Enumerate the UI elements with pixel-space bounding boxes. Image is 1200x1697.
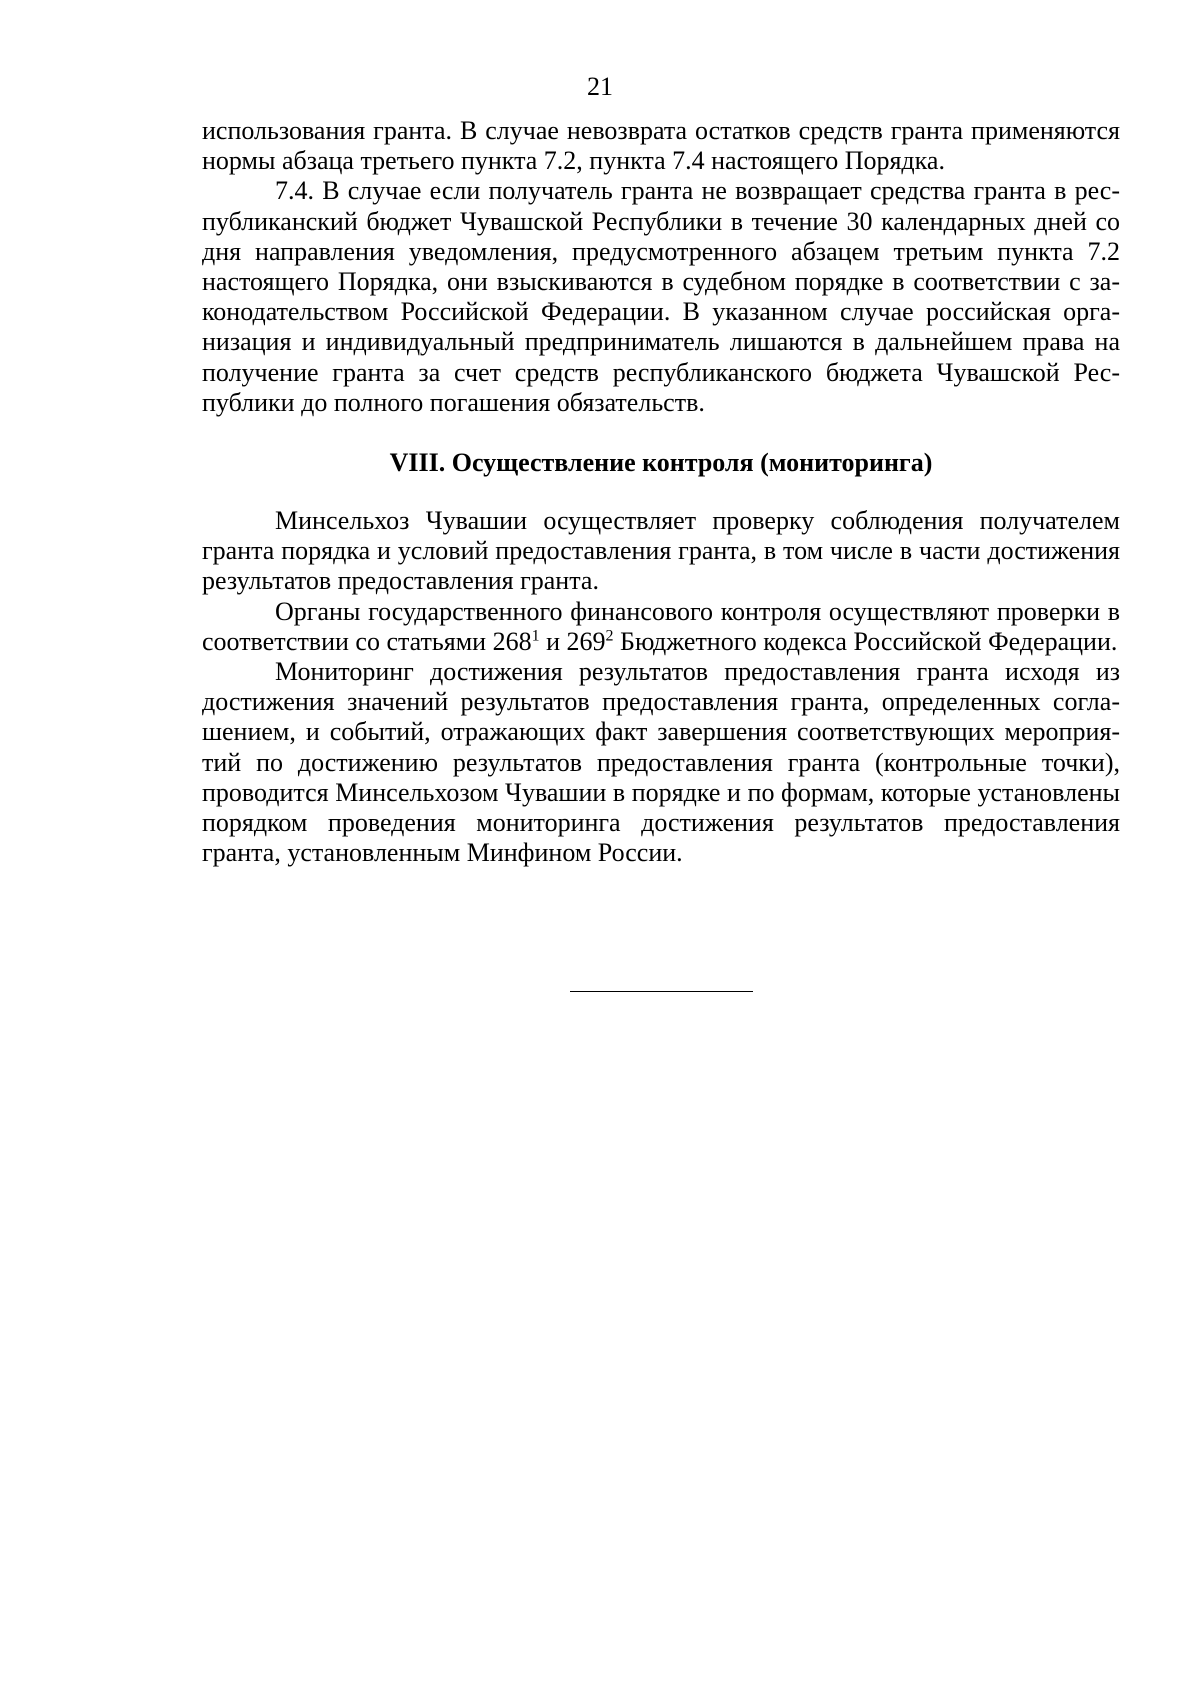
paragraph-7-4: 7.4. В случае если получатель гранта не возвращает средства гранта в республиканский бюджет Чувашской Республики в течение 30 календарных дней со дня направления уведомления, предусмотренного абзацем третьим пункта 7.2 настоящего Порядка, они взыскиваются в судебном порядке в соответствии с законодательством Российской Федерации. В указанном случае российская организация и индивидуальный предприниматель лишаются в дальнейшем права на получение гранта за счет средств республиканского бюджета Чувашской Республики до полного погашения обязательств. xyxy=(202,176,1120,417)
body-text-top xyxy=(202,116,1120,418)
paragraph-continuation: использования гранта. В случае невозврата остатков средств гранта применяются нормы абзаца третьего пункта 7.2, пункта 7.4 настоящего Порядка. xyxy=(202,116,1120,176)
paragraph-monitoring: Мониторинг достижения результатов предоставления гранта исходя из достижения значений результатов предоставления гранта, определенных соглашением, и событий, отражающих факт завершения соответствующих мероприятий по достижению результатов предоставления гранта (контрольные точки), проводится Минсельхозом Чувашии в порядке и по формам, которые установлены порядком проведения мониторинга достижения результатов предоставления гранта, установленным Минфином России. xyxy=(202,657,1120,868)
paragraph-text: Органы государственного финансового контроля осуществляют проверки в соответствии со статьями 268 xyxy=(202,596,1120,656)
page-number: 21 xyxy=(587,72,613,101)
paragraph-control: Минсельхоз Чувашии осуществляет проверку соблюдения получателем гранта порядка и условий предоставления гранта, в том числе в части достижения результатов предоставления гранта. xyxy=(202,506,1120,596)
body-text-section-8 xyxy=(202,506,1120,868)
end-divider xyxy=(570,991,753,992)
paragraph-text: Бюджетного кодекса Российской Федерации. xyxy=(613,626,1118,656)
footnote-superscript: 2 xyxy=(605,627,614,645)
section-heading: VIII. Осуществление контроля (мониторинга) xyxy=(389,448,933,477)
paragraph-financial-control xyxy=(202,597,1120,657)
footnote-superscript: 1 xyxy=(531,627,540,645)
paragraph-text: и 269 xyxy=(539,626,606,656)
